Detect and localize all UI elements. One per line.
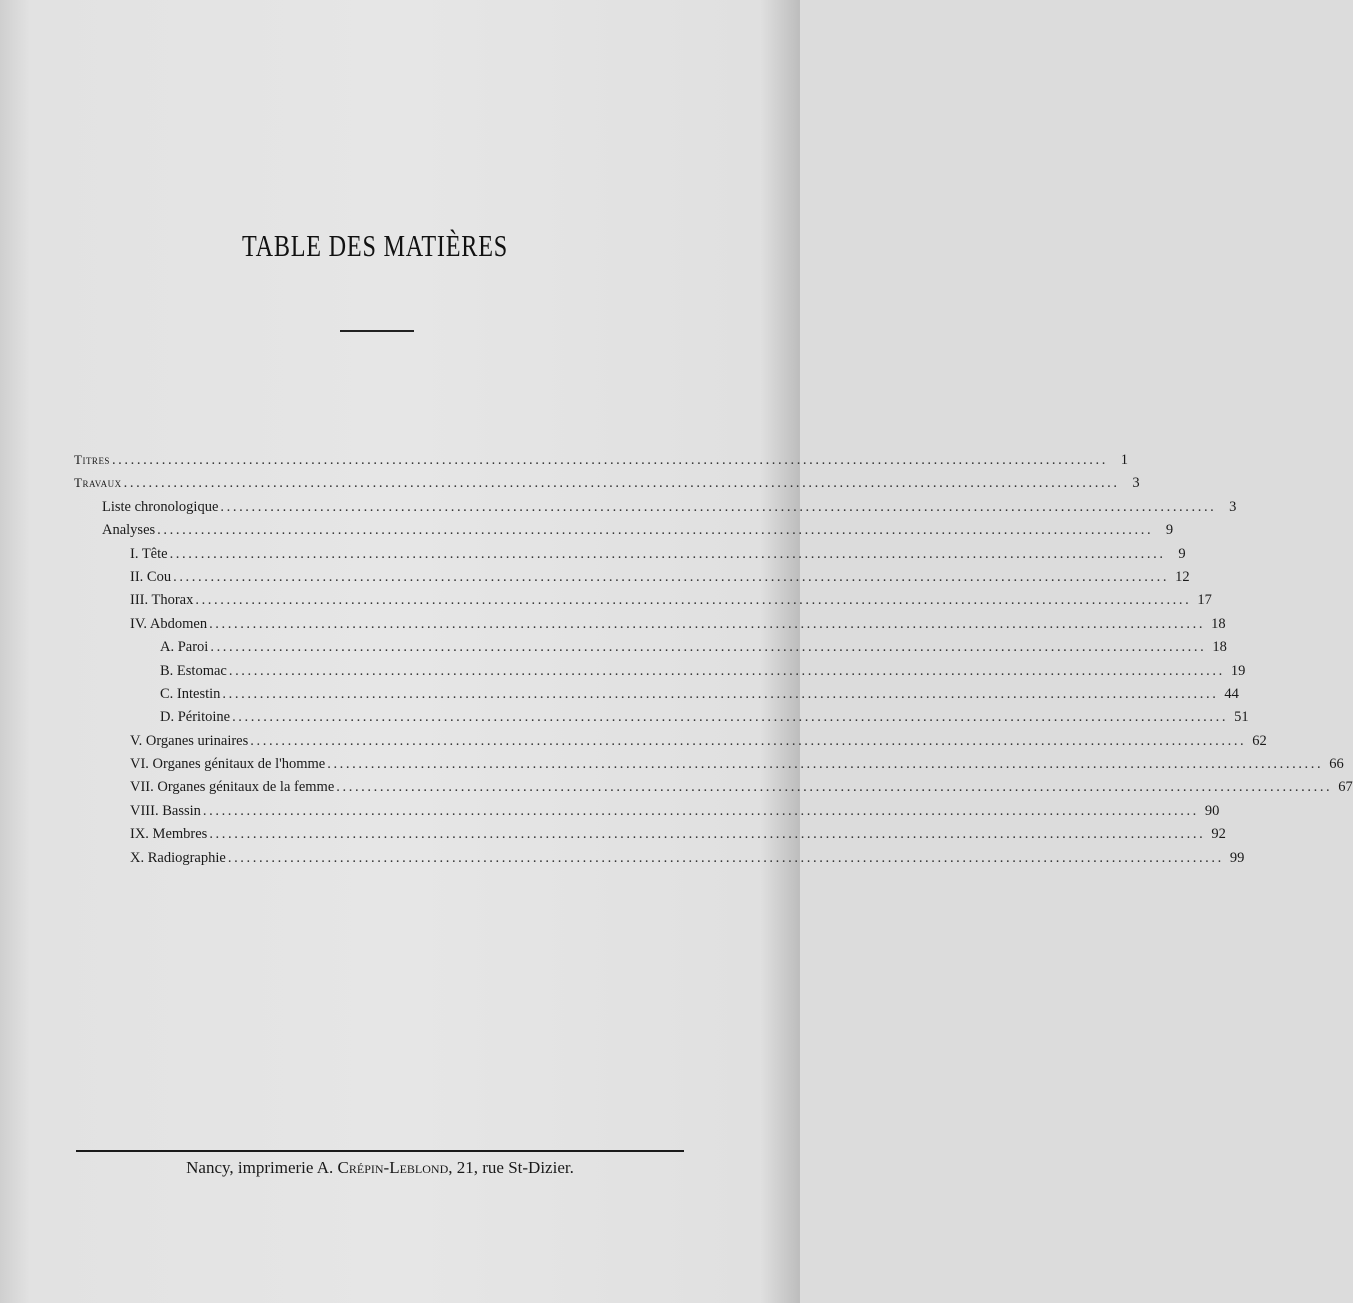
toc-entry-label: X. Radiographie xyxy=(130,849,226,866)
toc-leader-dots: ................................................................................................................................................................ xyxy=(209,826,1206,843)
toc-leader-dots: ................................................................................................................................................................ xyxy=(195,592,1192,609)
toc-entry-label: D. Péritoine xyxy=(160,709,231,726)
toc-entry-label: Travaux xyxy=(74,475,122,491)
toc-entry xyxy=(74,709,1249,732)
toc-entry xyxy=(74,475,1140,498)
toc-entry xyxy=(74,615,1226,639)
toc-entry-label: II. Cou xyxy=(130,568,172,585)
toc-leader-dots: ................................................................................................................................................................ xyxy=(228,662,1225,679)
toc-leader-dots: ................................................................................................................................................................ xyxy=(227,849,1224,866)
toc-entry-label: III. Thorax xyxy=(130,592,194,609)
toc-entry-label: IX. Membres xyxy=(130,826,208,843)
toc-entry xyxy=(74,639,1227,662)
imprint-prefix: Nancy, imprimerie A. xyxy=(186,1158,338,1177)
toc-entry-label: VII. Organes génitaux de la femme xyxy=(130,779,335,796)
toc-leader-dots: ................................................................................................................................................................ xyxy=(123,475,1120,492)
toc-entry-page: 18 xyxy=(1212,639,1227,656)
toc-entry xyxy=(74,802,1220,826)
toc-leader-dots: ................................................................................................................................................................ xyxy=(232,709,1229,726)
toc-entry-page: 18 xyxy=(1211,615,1226,632)
footer-rule xyxy=(76,1150,684,1152)
toc-entry-page: 9 xyxy=(1165,522,1174,539)
toc-leader-dots: ................................................................................................................................................................ xyxy=(209,615,1206,632)
toc-entry xyxy=(74,779,1353,802)
toc-entry-page: 17 xyxy=(1197,592,1212,609)
toc-entry-page: 99 xyxy=(1229,849,1245,866)
toc-entry-label: B. Estomac xyxy=(160,662,227,679)
toc-entry xyxy=(74,826,1226,849)
imprint-suffix: , 21, rue St-Dizier. xyxy=(448,1158,574,1177)
toc-leader-dots: ................................................................................................................................................................ xyxy=(250,732,1247,749)
toc-entry xyxy=(74,568,1190,592)
toc-entry-label: VIII. Bassin xyxy=(130,802,201,819)
toc-leader-dots: ................................................................................................................................................................ xyxy=(111,452,1108,468)
toc-entry-page: 51 xyxy=(1234,709,1249,726)
toc-entry-page: 66 xyxy=(1329,756,1344,773)
toc-leader-dots: ................................................................................................................................................................ xyxy=(173,568,1170,585)
toc-entry-page: 1 xyxy=(1120,452,1128,468)
toc-entry-page: 92 xyxy=(1211,826,1226,843)
toc-entry-label: I. Tête xyxy=(130,545,168,562)
toc-entry-page: 90 xyxy=(1204,802,1220,819)
toc-entry-page: 9 xyxy=(1178,545,1186,562)
toc-entry-label: Analyses xyxy=(102,522,156,539)
toc-leader-dots: ................................................................................................................................................................ xyxy=(210,639,1207,656)
toc-entry-page: 19 xyxy=(1230,662,1246,679)
toc-leader-dots: ................................................................................................................................................................ xyxy=(220,498,1217,515)
title-rule xyxy=(340,330,414,332)
printer-imprint xyxy=(0,1158,760,1178)
toc-entry xyxy=(74,849,1245,873)
toc-entry xyxy=(74,522,1174,545)
toc-entry-page: 12 xyxy=(1175,568,1190,585)
toc-entry-page: 3 xyxy=(1229,498,1237,515)
toc-entry-page: 67 xyxy=(1338,779,1353,796)
toc-leader-dots: ................................................................................................................................................................ xyxy=(202,802,1199,819)
table-of-contents xyxy=(74,452,1353,873)
toc-entry xyxy=(74,592,1212,615)
toc-entry xyxy=(74,732,1267,756)
toc-entry xyxy=(74,498,1237,522)
toc-entry-label: C. Intestin xyxy=(160,685,221,702)
toc-entry xyxy=(74,662,1246,686)
toc-leader-dots: ................................................................................................................................................................ xyxy=(222,685,1219,702)
toc-entry-page: 44 xyxy=(1224,685,1239,702)
toc-leader-dots: ................................................................................................................................................................ xyxy=(327,756,1324,773)
toc-leader-dots: ................................................................................................................................................................ xyxy=(169,545,1166,562)
toc-entry xyxy=(74,452,1128,475)
toc-entry xyxy=(74,685,1239,709)
toc-entry-label: VI. Organes génitaux de l'homme xyxy=(130,756,326,773)
toc-entry xyxy=(74,545,1186,569)
toc-entry-page: 3 xyxy=(1132,475,1140,492)
toc-leader-dots: ................................................................................................................................................................ xyxy=(157,522,1154,539)
imprint-printer-name: Crépin-Leblond xyxy=(337,1158,449,1177)
toc-entry xyxy=(74,756,1344,779)
toc-entry-page: 62 xyxy=(1252,732,1267,749)
toc-entry-label: V. Organes urinaires xyxy=(130,732,249,749)
toc-entry-label: IV. Abdomen xyxy=(130,615,208,632)
toc-entry-label: Liste chronologique xyxy=(102,498,219,515)
page-title: TABLE DES MATIÈRES xyxy=(241,228,509,263)
toc-entry-label: Titres xyxy=(74,452,110,467)
toc-entry-label: A. Paroi xyxy=(160,639,209,656)
toc-leader-dots: ................................................................................................................................................................ xyxy=(336,779,1333,796)
